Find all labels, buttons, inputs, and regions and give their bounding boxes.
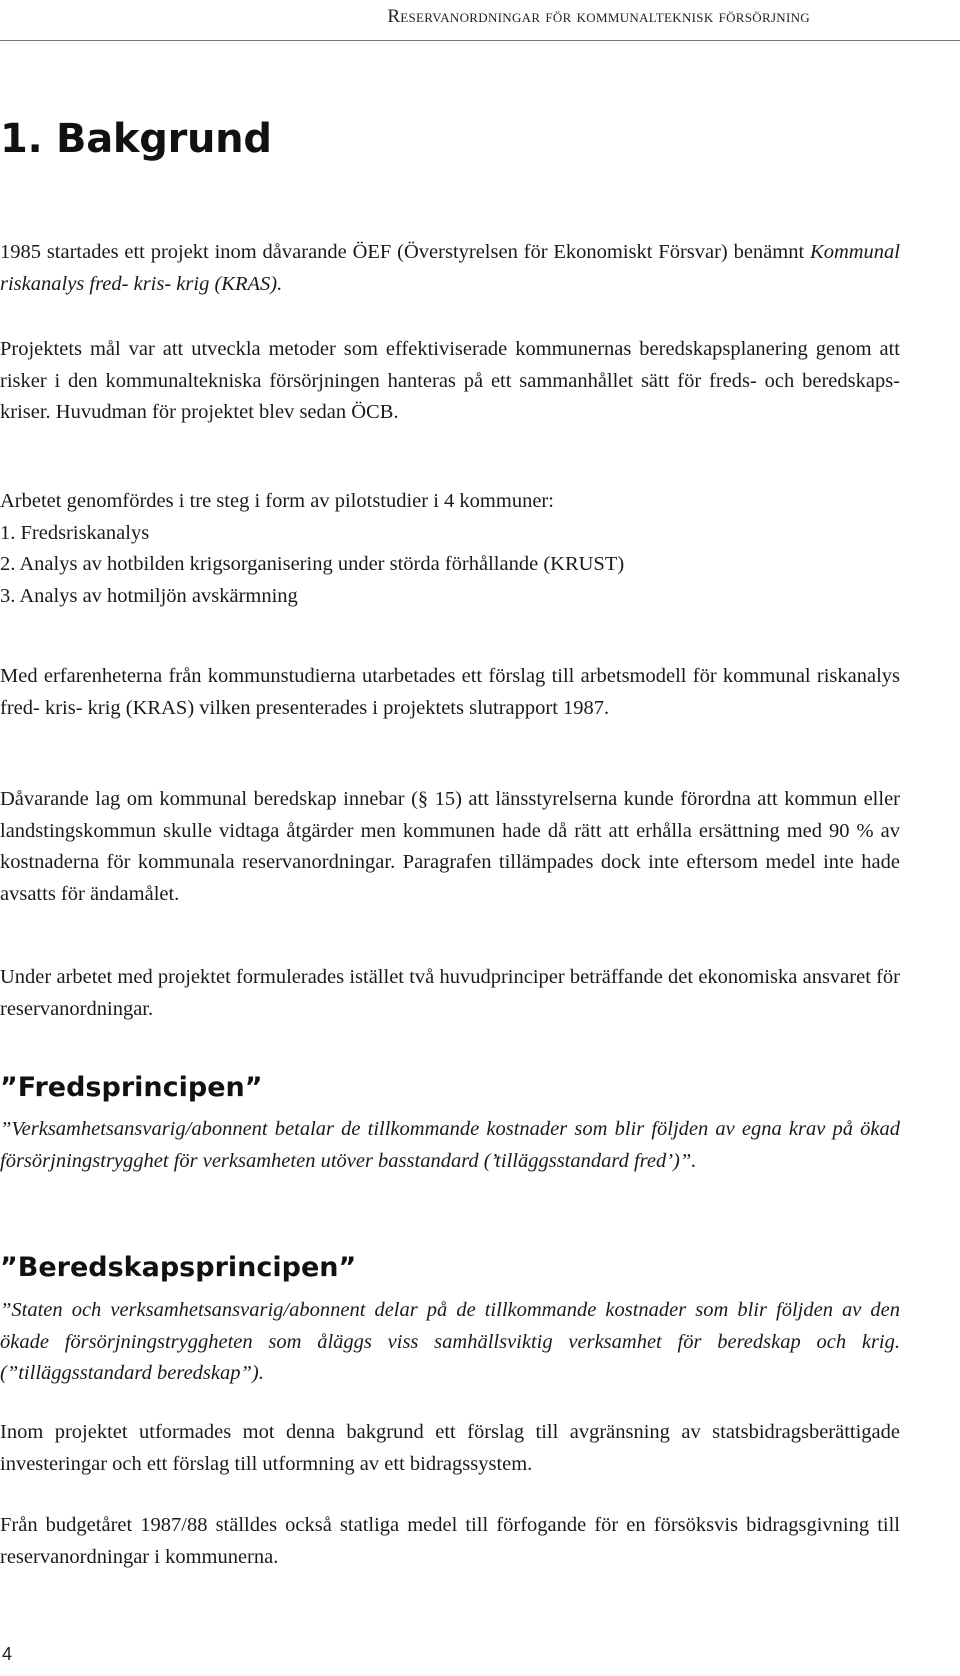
beredskapsprincipen-definition: ”Staten och verksamhetsansvarig/abonnent delar på de tillkommande kostnader som blir följden av den ökade försörjningstryggheten som åläggs viss samhällsviktig verksamhet för beredskap och krig. (”tilläggsstandard beredskap”). (0, 1299, 900, 1384)
list-item: 2. Analys av hotbilden krigsorganisering under störda förhållande (KRUST) (0, 553, 625, 575)
fredsprincipen-definition: ”Verksamhetsansvarig/abonnent betalar de tillkommande kostnader som blir följden av egna krav på ökad försörjningstrygghet för verksamheten utöver basstandard (’tilläggsstandard fred’)”. (0, 1118, 900, 1172)
paragraph-4: Med erfarenheterna från kommunstudierna utarbetades ett förslag till arbetsmodell för kommunal riskanalys fred- kris- krig (KRAS) vilken presenterades i projektets slutrapport 1987. (0, 665, 900, 719)
list-item: 3. Analys av hotmiljön avskärmning (0, 584, 298, 607)
page-number: 4 (2, 1644, 13, 1664)
running-header: Reservanordningar för kommunalteknisk försörjning (387, 6, 810, 27)
paragraph-9: Inom projektet utformades mot denna bakgrund ett förslag till avgränsning av statsbidragsberättigade investeringar och ett förslag till utformning av ett bidragssystem. (0, 1421, 900, 1475)
subheading-beredskapsprincipen: ”Beredskapsprincipen” (0, 1252, 357, 1283)
paragraph-1-text: 1985 startades ett projekt inom dåvarande ÖEF (Överstyrelsen för Ekonomiskt Försvar) benämnt (0, 241, 811, 263)
paragraph-3 (0, 486, 900, 612)
list-intro: Arbetet genomfördes i tre steg i form av pilotstudier i 4 kommuner: (0, 490, 554, 512)
subheading-fredsprincipen: ”Fredsprincipen” (0, 1072, 263, 1103)
list-item: 1. Fredsriskanalys (0, 521, 150, 544)
section-heading: 1. Bakgrund (0, 116, 272, 162)
header-rule (0, 40, 960, 41)
paragraph-6: Under arbetet med projektet formulerades istället två huvudprinciper beträffande det ekonomiska ansvaret för reservanordningar. (0, 966, 900, 1020)
paragraph-2: Projektets mål var att utveckla metoder som effektiviserade kommunernas beredskapsplanering genom att risker i den kommunaltekniska försörjningen hanteras på ett sammanhållet sätt för freds- och beredskaps-kriser. Huvudman för projektet blev sedan ÖCB. (0, 338, 900, 423)
project-name: Kommunal riskanalys fred- kris- krig (KRAS). (0, 241, 900, 295)
paragraph-1 (0, 237, 900, 300)
paragraph-5: Dåvarande lag om kommunal beredskap innebar (§ 15) att länsstyrelserna kunde förordna att kommun eller landstingskommun skulle vidtaga åtgärder men kommunen hade då rätt att erhålla ersättning med 90 % av kostnaderna för kommunala reservanordningar. Paragrafen tillämpades dock inte eftersom medel inte hade avsatts för ändamålet. (0, 788, 900, 905)
paragraph-10: Från budgetåret 1987/88 ställdes också statliga medel till förfogande för en försöksvis bidragsgivning till reservanordningar i kommunerna. (0, 1514, 900, 1568)
